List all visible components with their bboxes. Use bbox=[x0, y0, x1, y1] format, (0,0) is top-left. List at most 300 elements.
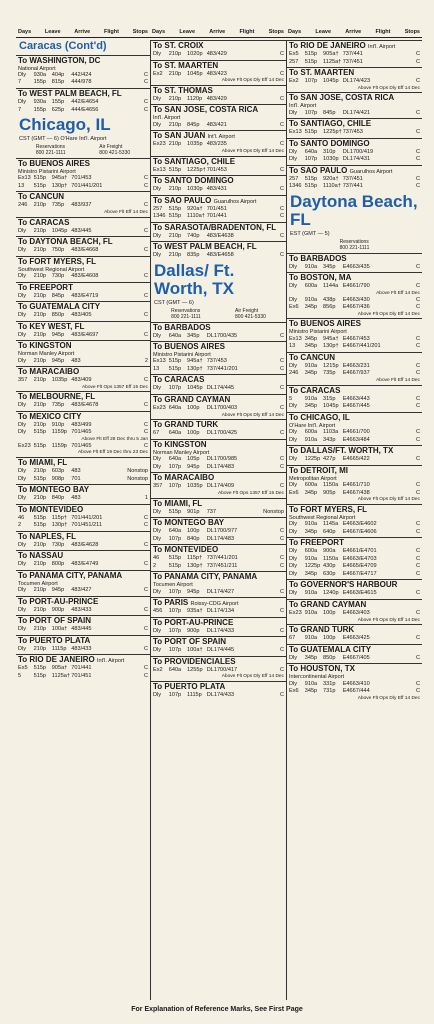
destination-block bbox=[16, 236, 150, 256]
flight-stops: C bbox=[143, 312, 148, 319]
airport-name: Southwest Regional Airport bbox=[18, 266, 85, 273]
flight-stops: C bbox=[279, 385, 284, 392]
flight-days: Dly bbox=[289, 481, 298, 488]
flight-leave: 210p bbox=[33, 561, 47, 568]
flight-leave: 210p bbox=[33, 357, 47, 364]
flight-number: 483/433 bbox=[71, 606, 92, 613]
flight-number: 701/465 bbox=[71, 442, 92, 449]
flight-arrive: 427p bbox=[323, 456, 336, 463]
flight-stops: C bbox=[415, 528, 420, 535]
flight-leave: 600a bbox=[304, 429, 318, 436]
destination-block bbox=[287, 92, 422, 118]
flight-leave: 515p bbox=[33, 522, 47, 529]
flight-number: 483/431 bbox=[206, 186, 227, 193]
flight-arrive: 155p bbox=[51, 98, 65, 105]
flight-days: Ex2 bbox=[289, 78, 299, 85]
flight-days: 357 bbox=[153, 483, 163, 490]
flight-days: Ex23 bbox=[153, 405, 166, 412]
flight-days: Dly bbox=[289, 148, 298, 155]
destination-name: To NAPLES, FL bbox=[18, 531, 77, 541]
header-days: Days bbox=[288, 28, 302, 35]
flight-days: Dly bbox=[18, 331, 27, 338]
flight-leave: 600a bbox=[304, 283, 318, 290]
flight-row bbox=[18, 72, 148, 80]
flight-days: Dly bbox=[18, 98, 27, 105]
airport-name: Southwest Regional Airport bbox=[289, 514, 356, 521]
flight-stops: C bbox=[143, 247, 148, 254]
flight-arrive: 731p bbox=[323, 688, 336, 695]
destination-block bbox=[287, 537, 422, 579]
timetable-columns bbox=[16, 40, 422, 1000]
flight-row bbox=[289, 297, 420, 305]
contact-numbers bbox=[290, 239, 419, 251]
destination-block bbox=[16, 321, 150, 341]
flight-row bbox=[18, 476, 148, 484]
flight-days: Dly bbox=[18, 247, 27, 254]
airport-name: Norman Manley Airport bbox=[18, 351, 75, 358]
destination-block bbox=[16, 596, 150, 616]
flight-number: 483 bbox=[71, 495, 81, 502]
header-stops: Stops bbox=[268, 28, 284, 35]
flight-row bbox=[289, 429, 420, 437]
flight-number: DL174/134 bbox=[206, 608, 235, 615]
destination-block bbox=[16, 88, 150, 115]
flight-row bbox=[153, 528, 284, 536]
flight-row bbox=[153, 536, 284, 544]
flight-arrive: 438p bbox=[323, 296, 336, 303]
flight-days: 257 bbox=[289, 58, 299, 65]
flight-stops: C bbox=[415, 429, 420, 436]
schedule-note: Above Flt Eff 14 Dec bbox=[376, 290, 420, 296]
flight-row bbox=[18, 273, 148, 281]
flight-stops: C bbox=[415, 263, 420, 270]
flight-row bbox=[153, 252, 284, 260]
flight-days: Dly bbox=[18, 475, 27, 482]
flight-number: E4663/403 bbox=[342, 609, 370, 616]
flight-days: Dly bbox=[289, 570, 298, 577]
flight-days: Ex6 bbox=[289, 304, 299, 311]
airport-name: Int'l. Airport bbox=[289, 103, 317, 110]
flight-arrive: 315p bbox=[323, 395, 336, 402]
flight-row bbox=[153, 456, 284, 464]
flight-stops: C bbox=[415, 304, 420, 311]
flight-days: Ex13 bbox=[18, 175, 31, 182]
flight-number: DL1700/403 bbox=[206, 405, 238, 412]
flight-days: 67 bbox=[153, 430, 160, 437]
flight-row bbox=[289, 556, 420, 564]
flight-arrive: 105p bbox=[187, 456, 200, 463]
flight-row bbox=[289, 548, 420, 556]
flight-number: E4663/430 bbox=[342, 296, 370, 303]
flight-leave: 210p bbox=[168, 51, 182, 57]
flight-leave: 910a bbox=[304, 436, 318, 443]
flight-number: 701/441/201 bbox=[71, 182, 103, 189]
flight-days: Dly bbox=[18, 495, 27, 502]
origin-city-info bbox=[16, 136, 150, 158]
destination-name: To PARIS Roissy-CDG Airport bbox=[153, 598, 239, 608]
destination-name: To PUERTO PLATA bbox=[153, 682, 226, 692]
flight-row bbox=[18, 665, 148, 673]
flight-stops: C bbox=[415, 343, 420, 350]
destination-block bbox=[16, 550, 150, 570]
destination-name: To SANTIAGO, CHILE bbox=[289, 119, 372, 129]
destination-block bbox=[16, 654, 150, 681]
destination-name: To FORT MYERS, FL bbox=[289, 504, 368, 514]
flight-row bbox=[18, 468, 148, 476]
flight-arrive: 1145a bbox=[323, 521, 339, 528]
destination-name: To CANCUN bbox=[18, 192, 65, 202]
flight-days: Dly bbox=[153, 385, 162, 392]
destination-name: To CARACAS bbox=[18, 217, 70, 227]
destination-block bbox=[151, 341, 286, 374]
schedule-note: Above Flt Ops Dly Eff 14 Dec bbox=[357, 311, 420, 317]
flight-number: 737/453 bbox=[342, 129, 363, 136]
flight-row bbox=[289, 571, 420, 579]
flight-row bbox=[153, 555, 284, 563]
flight-arrive: 100p bbox=[187, 405, 200, 412]
flight-arrive: 310p bbox=[323, 148, 336, 155]
flight-arrive: 800p bbox=[51, 561, 65, 568]
destination-block bbox=[151, 85, 286, 105]
flight-number: DL174/433 bbox=[206, 692, 235, 699]
flight-arrive: 905a† bbox=[323, 51, 339, 57]
origin-city-heading: Chicago, IL bbox=[19, 115, 111, 135]
destination-block bbox=[16, 256, 150, 282]
header-days: Days bbox=[152, 28, 166, 35]
flight-days: Dly bbox=[289, 590, 298, 597]
flight-row bbox=[289, 610, 420, 618]
flight-row bbox=[153, 96, 284, 104]
schedule-note: Above Flt Ops Dly Eff 14 Dec bbox=[357, 85, 420, 91]
flight-row bbox=[153, 563, 284, 571]
flight-stops: C bbox=[415, 109, 420, 116]
schedule-note: Above Flt Ops Dly Eff 14 Dec bbox=[221, 148, 284, 154]
flight-stops: C bbox=[415, 521, 420, 528]
flight-leave: 210p bbox=[33, 587, 47, 594]
flight-arrive: 100a† bbox=[187, 647, 203, 654]
header-leave: Leave bbox=[179, 28, 196, 35]
destination-block bbox=[151, 681, 286, 701]
flight-days: Dly bbox=[153, 332, 162, 339]
destination-name: To PANAMA CITY, PANAMA bbox=[153, 572, 258, 582]
flight-leave: 515p bbox=[168, 555, 182, 562]
destination-name: To PORT-AU-PRINCE bbox=[153, 617, 234, 627]
flight-leave: 515p bbox=[168, 166, 182, 173]
flight-row bbox=[289, 110, 420, 118]
flight-arrive: 345p bbox=[323, 263, 336, 270]
flight-number: 737/441/201 bbox=[206, 365, 238, 372]
flight-arrive: 331p bbox=[323, 680, 336, 687]
flight-number: E4661/E4701 bbox=[342, 548, 377, 555]
flight-days: Ex5 bbox=[289, 51, 299, 57]
flight-arrive: 100p bbox=[187, 430, 200, 437]
flight-row bbox=[18, 183, 148, 191]
flight-arrive: 945a† bbox=[187, 358, 203, 365]
flight-days: Dly bbox=[18, 402, 27, 409]
flight-arrive: 430p bbox=[323, 563, 336, 570]
flight-row bbox=[153, 141, 284, 149]
flight-days: Dly bbox=[289, 263, 298, 270]
flight-stops: C bbox=[143, 606, 148, 613]
timezone-info: EST (GMT — 5) bbox=[290, 230, 330, 237]
destination-block bbox=[151, 636, 286, 656]
flight-stops: C bbox=[279, 535, 284, 542]
destination-block bbox=[287, 504, 422, 537]
reservations-label: Reservations bbox=[171, 307, 201, 314]
destination-name: To CARACAS bbox=[153, 375, 205, 385]
destination-block bbox=[151, 544, 286, 571]
flight-arrive: 750p bbox=[51, 247, 65, 254]
flight-row bbox=[289, 635, 420, 643]
destination-name: To KINGSTON bbox=[153, 439, 207, 449]
flight-stops: C bbox=[279, 205, 284, 212]
destination-name: To ST. MAARTEN bbox=[289, 68, 355, 78]
flight-days: Dly bbox=[289, 555, 298, 562]
destination-block bbox=[16, 484, 150, 504]
flight-days: Dly bbox=[18, 587, 27, 594]
flight-stops: C bbox=[143, 522, 148, 529]
flight-days: Dly bbox=[289, 521, 298, 528]
destination-block bbox=[287, 272, 422, 318]
flight-days: Dly bbox=[153, 535, 162, 542]
flight-stops: C bbox=[279, 121, 284, 128]
flight-number: 701/451 bbox=[206, 205, 227, 212]
flight-row bbox=[18, 202, 148, 210]
flight-row bbox=[153, 405, 284, 413]
flight-leave: 600a bbox=[304, 548, 318, 555]
flight-leave: 345p bbox=[304, 370, 318, 377]
destination-name: To BUENOS AIRES bbox=[289, 319, 362, 329]
flight-leave: 515p bbox=[33, 182, 47, 189]
destination-name: To DALLAS/FT. WORTH, TX bbox=[289, 446, 394, 456]
flight-days: Dly bbox=[289, 296, 298, 303]
flight-arrive: 1035p bbox=[187, 483, 203, 490]
flight-days: Dly bbox=[289, 456, 298, 463]
destination-name: To MONTEGO BAY bbox=[153, 518, 225, 528]
flight-number: E4663/410 bbox=[342, 680, 370, 687]
flight-stops: C bbox=[143, 71, 148, 78]
flight-leave: 210p bbox=[33, 247, 47, 254]
origin-city-heading: Daytona Beach, FL bbox=[290, 191, 418, 229]
flight-leave: 515p bbox=[304, 129, 318, 136]
flight-leave: 210p bbox=[168, 141, 182, 148]
flight-days: Ex23 bbox=[289, 609, 302, 616]
flight-arrive: 840p bbox=[51, 495, 65, 502]
flight-leave: 210p bbox=[33, 202, 47, 209]
flight-arrive: 1150a bbox=[323, 555, 339, 562]
reservations-label: Reservations bbox=[339, 238, 369, 245]
flight-row bbox=[289, 183, 420, 191]
flight-stops: C bbox=[279, 528, 284, 535]
flight-row bbox=[18, 247, 148, 255]
flight-row bbox=[18, 422, 148, 430]
flight-days: Ex2 bbox=[153, 666, 163, 673]
destination-block bbox=[151, 241, 286, 261]
flight-row bbox=[18, 175, 148, 183]
flight-number: 483/405 bbox=[71, 312, 92, 319]
flight-number: DL174/423 bbox=[342, 78, 371, 85]
destination-name: To DAYTONA BEACH, FL bbox=[18, 237, 113, 247]
flight-stops: C bbox=[415, 283, 420, 290]
flight-leave: 155p bbox=[33, 79, 47, 86]
flight-arrive: 1144a bbox=[323, 283, 339, 290]
flight-number: 701/451 bbox=[71, 672, 92, 679]
flight-arrive: 1159p bbox=[51, 442, 67, 449]
flight-row bbox=[289, 655, 420, 663]
flight-stops: C bbox=[143, 626, 148, 633]
flight-arrive: 845p bbox=[323, 109, 336, 116]
flight-row bbox=[18, 587, 148, 595]
flight-leave: 515p bbox=[33, 442, 47, 449]
flight-leave: 210p bbox=[33, 421, 47, 428]
header-stops: Stops bbox=[132, 28, 148, 35]
flight-arrive: 1035p bbox=[51, 377, 68, 384]
flight-days: Dly bbox=[18, 645, 27, 652]
flight-arrive: 1030p bbox=[323, 156, 339, 163]
flight-stops: C bbox=[415, 654, 420, 661]
flight-row bbox=[153, 233, 284, 241]
destination-block bbox=[151, 60, 286, 85]
flight-arrive: 1255p bbox=[187, 666, 203, 673]
flight-leave: 910a bbox=[304, 609, 318, 616]
destination-block bbox=[151, 130, 286, 155]
flight-arrive: 1045p bbox=[323, 78, 339, 85]
flight-leave: 640a bbox=[168, 528, 182, 535]
flight-stops: C bbox=[279, 232, 284, 239]
flight-row bbox=[289, 437, 420, 445]
flight-number: E4667/E4717 bbox=[342, 570, 377, 577]
flight-arrive: 1045p bbox=[187, 385, 203, 392]
air-freight-label: Air Freight bbox=[99, 143, 123, 150]
flight-arrive: 100a† bbox=[51, 626, 68, 633]
flight-stops: C bbox=[415, 296, 420, 303]
flight-days: Dly bbox=[153, 692, 162, 699]
flight-arrive: 945p bbox=[187, 588, 200, 595]
flight-days: Dly bbox=[153, 252, 162, 259]
flight-leave: 210p bbox=[33, 402, 47, 409]
flight-arrive: 1045p bbox=[187, 70, 203, 77]
flight-leave: 210p bbox=[33, 227, 47, 234]
destination-name: To MONTEVIDEO bbox=[153, 545, 219, 555]
flight-days: Dly bbox=[18, 71, 27, 78]
destination-name: To BOSTON, MA bbox=[289, 273, 352, 283]
destination-name: To DETROIT, MI bbox=[289, 465, 348, 475]
flight-number: 701/441 bbox=[206, 213, 227, 220]
flight-leave: 210p bbox=[33, 606, 47, 613]
flight-days: Ex5 bbox=[18, 665, 28, 672]
flight-stops: C bbox=[415, 555, 420, 562]
flight-leave: 107p bbox=[168, 483, 182, 490]
flight-number: 737/453 bbox=[206, 358, 227, 365]
flight-number: DL174/421 bbox=[342, 109, 371, 116]
flight-leave: 640a bbox=[168, 456, 182, 463]
flight-number: E4663/E4615 bbox=[342, 590, 377, 597]
flight-days: Dly bbox=[153, 508, 162, 515]
airport-name: Int'l. Airport bbox=[153, 115, 181, 122]
destination-name: To ST. CROIX bbox=[153, 41, 204, 50]
airport-name: Norman Manley Airport bbox=[153, 449, 210, 456]
destination-block bbox=[287, 385, 422, 412]
flight-leave: 910a bbox=[304, 635, 318, 642]
airport-name: Ministro Pistarini Airport bbox=[289, 329, 347, 336]
destination-block bbox=[151, 374, 286, 394]
flight-stops: 2 bbox=[144, 357, 148, 364]
flight-number: DL174/483 bbox=[206, 463, 235, 470]
flight-arrive: 840p bbox=[187, 535, 200, 542]
flight-leave: 107p bbox=[168, 463, 182, 470]
flight-days: Dly bbox=[289, 156, 298, 163]
flight-arrive: 1120p bbox=[187, 95, 203, 102]
flight-days: 246 bbox=[289, 370, 299, 377]
flight-row bbox=[153, 167, 284, 175]
flight-stops: C bbox=[143, 377, 148, 384]
flight-row bbox=[153, 122, 284, 130]
flight-row bbox=[18, 228, 148, 236]
airport-name: Roissy-CDG Airport bbox=[190, 601, 239, 608]
flight-leave: 910a bbox=[304, 521, 318, 528]
flight-row bbox=[289, 304, 420, 312]
destination-name: To PANAMA CITY, PANAMA bbox=[18, 570, 123, 580]
airport-name: Int'l. Airport bbox=[367, 44, 396, 50]
schedule-note: Above Flt Ops Dly Eff 14 Dec bbox=[357, 695, 420, 701]
flight-number: E4661/700 bbox=[342, 429, 370, 436]
air-freight bbox=[235, 308, 266, 320]
airport-name: Tocumen Airport bbox=[153, 582, 193, 589]
destination-name: To GRAND TURK bbox=[289, 625, 355, 635]
flight-row bbox=[153, 333, 284, 341]
flight-leave: 515p bbox=[168, 508, 182, 515]
destination-name: To FREEPORT bbox=[289, 538, 344, 548]
flight-arrive: 130p† bbox=[187, 365, 203, 372]
flight-number: 701/453 bbox=[71, 175, 92, 182]
flight-arrive: 130p† bbox=[187, 562, 203, 569]
destination-block bbox=[287, 412, 422, 445]
flight-stops: C bbox=[143, 402, 148, 409]
destination-name: To SANTO DOMINGO bbox=[153, 176, 234, 186]
flight-leave: 515p bbox=[33, 514, 47, 521]
flight-row bbox=[289, 51, 420, 59]
destination-name: To MIAMI, FL bbox=[18, 458, 68, 468]
flight-arrive: 1225p† bbox=[323, 129, 342, 136]
flight-stops: C bbox=[415, 680, 420, 687]
flight-row bbox=[18, 542, 148, 550]
flight-row bbox=[289, 403, 420, 411]
flight-days: 2 bbox=[18, 522, 22, 529]
flight-arrive: 115p† bbox=[51, 514, 67, 521]
flight-days: 46 bbox=[18, 514, 25, 521]
flight-number: 444/978 bbox=[71, 79, 92, 86]
flight-arrive: 730p bbox=[51, 273, 65, 279]
flight-arrive: 908p bbox=[51, 475, 65, 482]
destination-name: To GOVERNOR'S HARBOUR bbox=[289, 580, 398, 590]
flight-leave: 210p bbox=[33, 331, 47, 338]
flight-arrive: 900p bbox=[51, 606, 65, 613]
flight-number: 701/453 bbox=[206, 166, 227, 173]
reservations-phone: 800 221-1111 bbox=[339, 244, 370, 251]
flight-number: DL174/409 bbox=[206, 483, 235, 490]
flight-days: Dly bbox=[153, 232, 162, 239]
flight-arrive: 1240p bbox=[323, 590, 339, 597]
flight-leave: 345p bbox=[304, 343, 318, 350]
airport-name: Intercontinental Airport bbox=[289, 674, 345, 681]
flight-leave: 210p bbox=[33, 495, 47, 502]
flight-stops: C bbox=[143, 106, 148, 113]
flight-stops: C bbox=[279, 186, 284, 193]
flight-days: Ex23 bbox=[18, 442, 31, 449]
flight-stops: C bbox=[415, 563, 420, 570]
flight-row bbox=[153, 206, 284, 214]
flight-row bbox=[289, 529, 420, 537]
